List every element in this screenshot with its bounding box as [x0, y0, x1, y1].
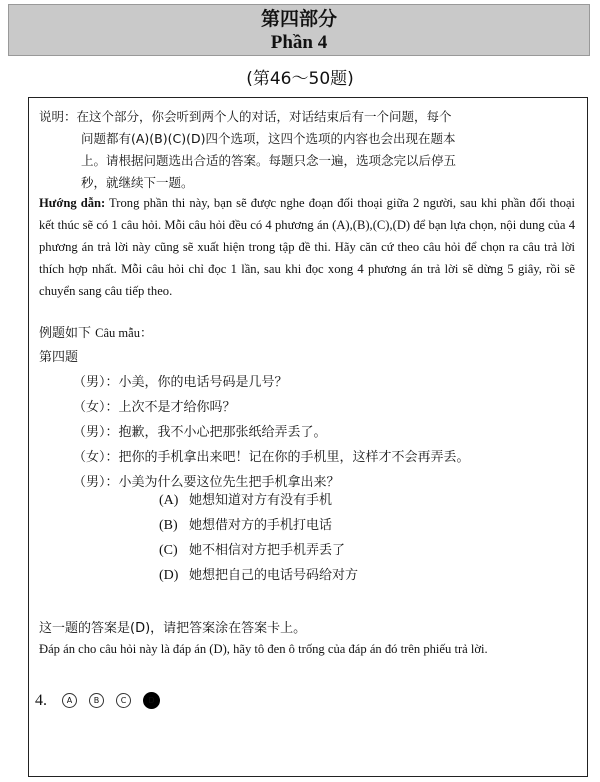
- bubble-b[interactable]: B: [89, 693, 104, 708]
- dialog-text: 小美，你的电话号码是几号？: [118, 375, 288, 390]
- dialog-speaker: （女）：: [73, 400, 119, 415]
- dialog-speaker: （男）：: [73, 375, 119, 390]
- dialog-speaker: （男）：: [73, 475, 119, 490]
- example-dialog: [73, 370, 583, 495]
- example-heading: [39, 322, 152, 341]
- option-item: [159, 538, 358, 563]
- instructions-vi: [39, 192, 575, 302]
- option-letter: (B): [159, 518, 178, 533]
- instructions-zh-label: 说明：: [39, 109, 77, 124]
- example-label-vi: Câu mẫu：: [95, 326, 153, 340]
- dialog-text: 小美为什么要这位先生把手机拿出来？: [118, 475, 340, 490]
- instructions-zh-line4: 秒，就继续下一题。: [81, 175, 194, 190]
- option-text: 她想把自己的电话号码给对方: [189, 568, 359, 583]
- instructions-zh-line1: 在这个部分，你会听到两个人的对话，对话结束后有一个问题，每个: [76, 109, 452, 124]
- dialog-line: [73, 420, 583, 445]
- instructions-zh-line3: 上。请根据问题选出合适的答案。每题只念一遍，选项念完以后停五: [81, 153, 457, 168]
- dialog-text: 把你的手机拿出来吧！记在你的手机里，这样才不会再弄丢。: [118, 450, 470, 465]
- option-item: [159, 513, 358, 538]
- dialog-line: [73, 395, 583, 420]
- dialog-speaker: （男）：: [73, 425, 119, 440]
- bubble-a[interactable]: A: [62, 693, 77, 708]
- bubble-c[interactable]: C: [116, 693, 131, 708]
- answer-note-vi: Đáp án cho câu hỏi này là đáp án (D), hãy tô đen ô trống của đáp án đó trên phiếu trả lời.: [39, 642, 488, 656]
- question-range: (第46～50题): [246, 69, 354, 89]
- example-options: [159, 488, 358, 588]
- section-title-zh: 第四部分: [260, 8, 337, 30]
- dialog-text: 抱歉，我不小心把那张纸给弄丢了。: [118, 425, 327, 440]
- option-text: 她想知道对方有没有手机: [189, 493, 333, 508]
- option-letter: (D): [159, 568, 179, 583]
- example-section-label: 第四题: [39, 350, 79, 365]
- option-item: [159, 488, 358, 513]
- content-box: [28, 97, 588, 777]
- option-text: 她不相信对方把手机弄丢了: [189, 543, 346, 558]
- dialog-line: [73, 445, 583, 470]
- option-letter: (C): [159, 543, 178, 558]
- option-letter: (A): [159, 493, 179, 508]
- section-title-vi: Phần 4: [270, 32, 328, 53]
- section-header: [8, 4, 590, 56]
- answer-sheet-number: 4.: [35, 692, 47, 709]
- dialog-line: [73, 370, 583, 395]
- answer-bubbles: [62, 692, 160, 709]
- bubble-d-filled[interactable]: D: [143, 692, 160, 709]
- dialog-text: 上次不是才给你吗？: [118, 400, 236, 415]
- option-text: 她想借对方的手机打电话: [189, 518, 333, 533]
- dialog-speaker: （女）：: [73, 450, 119, 465]
- answer-note-zh: 这一题的答案是(D)，请把答案涂在答案卡上。: [39, 621, 307, 636]
- instructions-zh: [39, 106, 577, 194]
- instructions-vi-label: Hướng dẫn:: [39, 196, 106, 210]
- option-item: [159, 563, 358, 588]
- instructions-vi-text: Trong phần thi này, bạn sẽ được nghe đoạn đối thoại giữa 2 người, sau khi phần đối thoại kết thúc sẽ có 1 câu hỏi. Mỗi câu hỏi đều có 4 phương án (A),(B),(C),(D) để bạn lựa chọn, nội dung của 4 phương án trả lời này cũng sẽ xuất hiện trong tập đề thi. Hãy căn cứ theo câu hỏi để chọn ra câu trả lời thích hợp nhất. Mỗi câu hỏi chỉ đọc 1 lần, sau khi đọc xong 4 phương án trả lời sẽ dừng 5 giây, rồi sẽ chuyển sang câu tiếp theo.: [39, 196, 575, 298]
- example-label-zh: 例题如下: [39, 326, 92, 341]
- instructions-zh-line2: 问题都有(A)(B)(C)(D)四个选项，这四个选项的内容也会出现在题本: [81, 131, 456, 146]
